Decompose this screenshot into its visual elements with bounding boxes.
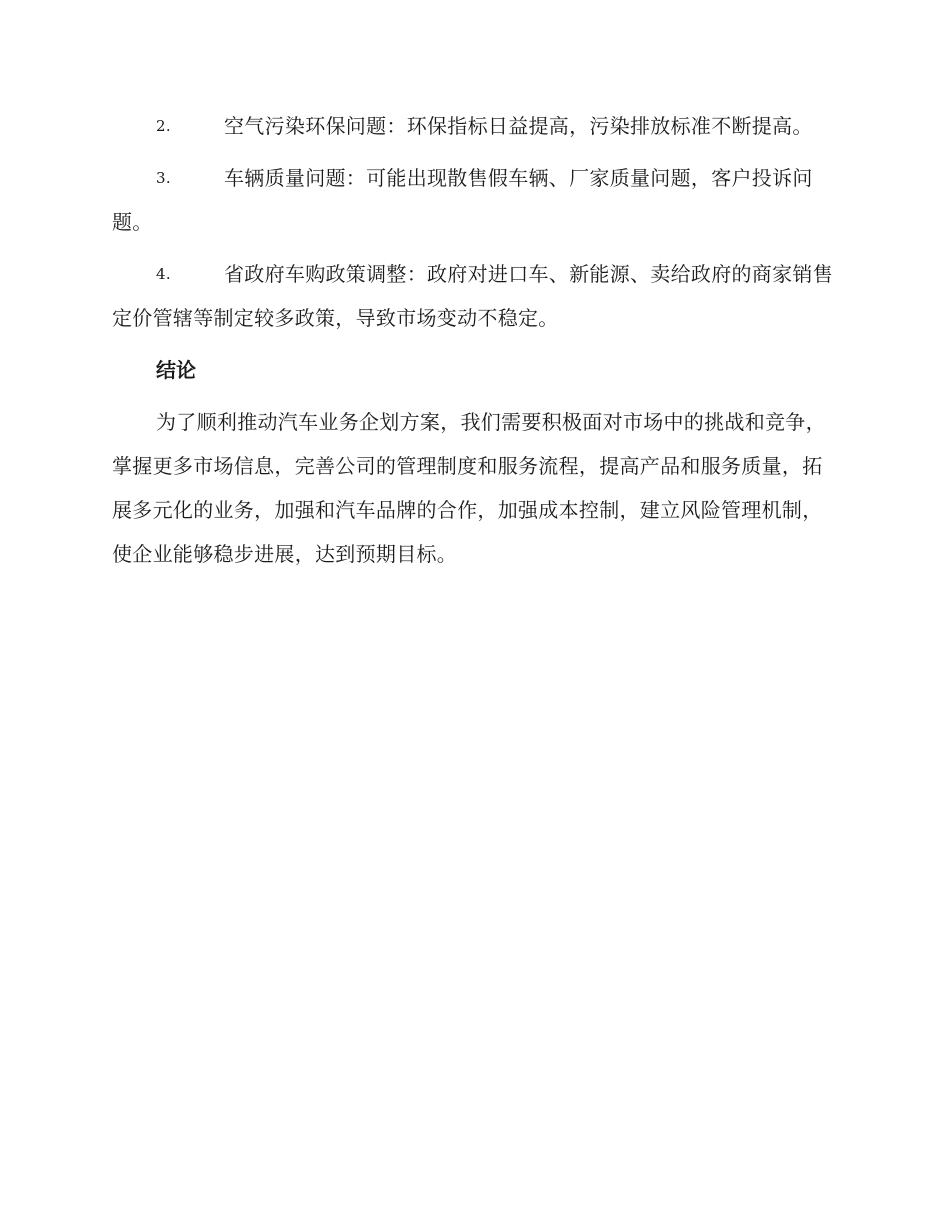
list-item-text: 空气污染环保问题：环保指标日益提高，污染排放标准不断提高。	[224, 114, 813, 138]
list-item-text: 车辆质量问题：可能出现散售假车辆、厂家质量问题，客户投诉问题。	[112, 166, 813, 234]
list-item-2	[112, 104, 834, 148]
list-number: 3.	[156, 169, 171, 187]
list-item-3	[112, 156, 834, 244]
document-page	[112, 104, 834, 576]
list-item-text: 省政府车购政策调整：政府对进口车、新能源、卖给政府的商家销售定价管辖等制定较多政策，导致市场变动不稳定。	[112, 262, 833, 330]
list-number: 2.	[156, 117, 171, 135]
conclusion-heading: 结论	[156, 358, 196, 382]
list-item-4	[112, 252, 834, 340]
list-number: 4.	[156, 265, 171, 283]
conclusion-paragraph: 为了顺利推动汽车业务企划方案，我们需要积极面对市场中的挑战和竞争，掌握更多市场信息，完善公司的管理制度和服务流程，提高产品和服务质量，拓展多元化的业务，加强和汽车品牌的合作，加强成本控制，建立风险管理机制，使企业能够稳步进展，达到预期目标。	[112, 410, 826, 566]
